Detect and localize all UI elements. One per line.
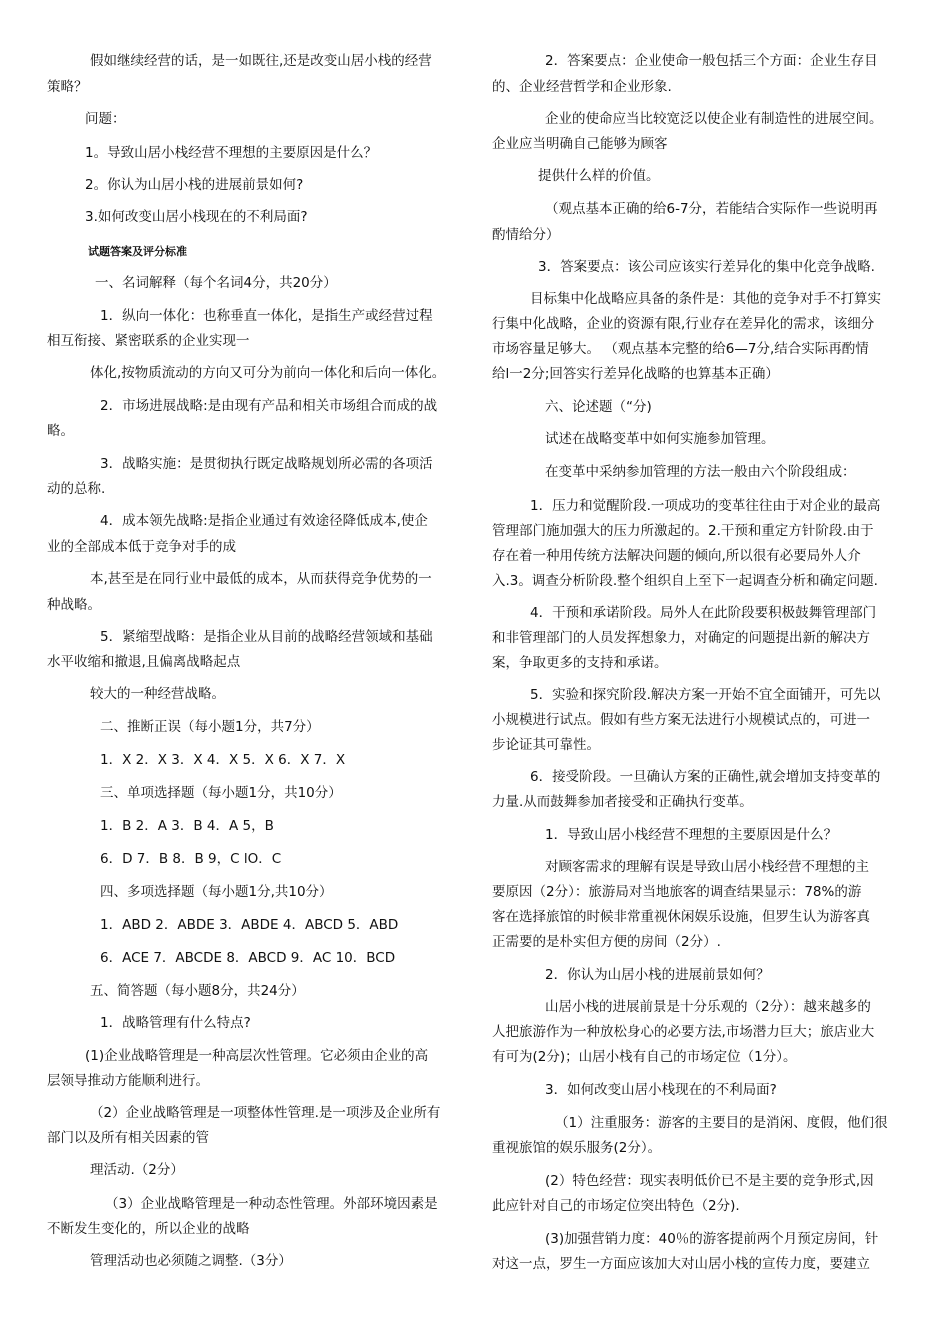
left-text-line: 3.如何改变山居小栈现在的不利局面? [85, 209, 308, 225]
left-text-line: 理活动.（2分） [90, 1162, 184, 1178]
right-text-line: 市场容量足够大。 （观点基本完整的给6—7分,结合实际再酌情 [492, 341, 869, 357]
left-text-line: 1．B 2．A 3．B 4．A 5，B [100, 818, 274, 834]
left-text-line: 业的全部成本低于竞争对手的成 [47, 539, 236, 555]
left-text-line: 试题答案及评分标准 [88, 245, 187, 258]
right-text-line: 人把旅游作为一种放松身心的必要方法,市场潜力巨大；旅店业大 [492, 1024, 875, 1040]
left-text-line: 体化,按物质流动的方向又可分为前向一体化和后向一体化。 [90, 365, 446, 381]
right-text-line: 给l一2分;回答实行差异化战略的也算基本正确） [492, 366, 779, 382]
right-text-line: 管理部门施加强大的压力所激起的。2.干预和重定方针阶段.由于 [492, 523, 874, 539]
right-text-line: 的、企业经营哲学和企业形象. [492, 79, 672, 95]
left-text-line: 2。你认为山居小栈的进展前景如何? [85, 177, 304, 193]
left-text-line: 5．紧缩型战略：是指企业从目前的战略经营领域和基础 [100, 629, 433, 645]
left-text-line: 1。导致山居小栈经营不理想的主要原因是什么？ [85, 145, 378, 161]
right-text-line: 小规模进行试点。假如有些方案无法进行小规模试点的，可进一 [492, 712, 870, 728]
right-text-line: 提供什么样的价值。 [538, 168, 660, 184]
left-text-line: 种战略。 [47, 597, 101, 613]
left-text-line: 策略？ [47, 79, 88, 95]
right-text-line: （1）注重服务：游客的主要目的是消闲、度假，他们很 [555, 1115, 888, 1131]
right-text-line: 2．你认为山居小栈的进展前景如何？ [545, 967, 770, 983]
left-text-line: 问题： [85, 111, 126, 127]
right-text-line: 对顾客需求的理解有误是导致山居小栈经营不理想的主 [545, 859, 869, 875]
right-text-line: 力量.从而鼓舞参加者接受和正确执行变革。 [492, 794, 753, 810]
left-text-line: 较大的一种经营战略。 [90, 686, 225, 702]
left-text-line: 1．纵向一体化：也称垂直一体化，是指生产或经营过程 [100, 308, 433, 324]
right-text-line: 目标集中化战略应具备的条件是：其他的竞争对手不打算实 [530, 291, 881, 307]
right-text-line: (2）特色经营：现实表明低价已不是主要的竞争形式,因 [545, 1173, 874, 1189]
left-text-line: 2．市场进展战略:是由现有产品和相关市场组合而成的战 [100, 398, 438, 414]
left-text-line: 1．战略管理有什么特点? [100, 1015, 251, 1031]
left-text-line: 层领导推动方能顺利进行。 [47, 1073, 209, 1089]
right-text-line: 2．答案要点：企业使命一般包括三个方面：企业生存目 [545, 53, 878, 69]
left-text-line: 不断发生变化的，所以企业的战略 [47, 1221, 250, 1237]
right-text-line: 企业应当明确自己能够为顾客 [492, 136, 668, 152]
right-text-line: 对这一点，罗生一方面应该加大对山居小栈的宣传力度，要建立 [492, 1256, 870, 1272]
right-text-line: 和非管理部门的人员发挥想象力，对确定的问题提出新的解决方 [492, 630, 870, 646]
left-text-line: 略。 [47, 423, 74, 439]
right-text-line: 在变革中采纳参加管理的方法一般由六个阶段组成： [545, 464, 856, 480]
right-text-line: 1．压力和觉醒阶段.一项成功的变革往往由于对企业的最高 [530, 498, 881, 514]
left-text-line: 4．成本领先战略:是指企业通过有效途径降低成本,使企 [100, 513, 428, 529]
right-text-line: 正需要的是朴实但方便的房间（2分）. [492, 934, 721, 950]
left-text-line: 本,甚至是在同行业中最低的成本，从而获得竞争优势的一 [90, 571, 432, 587]
left-text-line: 二、推断正误（每小题1分，共7分） [100, 719, 320, 735]
right-text-line: 客在选择旅馆的时候非常重视休闲娱乐设施，但罗生认为游客真 [492, 909, 870, 925]
right-text-line: 重视旅馆的娱乐服务(2分）。 [492, 1140, 662, 1156]
left-text-line: 1．ABD 2．ABDE 3．ABDE 4．ABCD 5．ABD [100, 917, 399, 933]
left-text-line: 三、单项选择题（每小题1分，共10分） [100, 785, 342, 801]
right-text-line: 3．答案要点：该公司应该实行差异化的集中化竞争战略. [538, 259, 875, 275]
left-text-line: （3）企业战略管理是一种动态性管理。外部环境因素是 [105, 1196, 438, 1212]
left-text-line: 五、简答题（每小题8分，共24分） [90, 983, 305, 999]
right-text-line: 有可为(2分)；山居小栈有自己的市场定位（1分）。 [492, 1049, 797, 1065]
left-text-line: 管理活动也必须随之调整.（3分） [90, 1253, 292, 1269]
right-text-line: 企业的使命应当比较宽泛以使企业有制造性的进展空间。 [545, 111, 883, 127]
right-text-line: 试述在战略变革中如何实施参加管理。 [545, 431, 775, 447]
right-text-line: 6．接受阶段。一旦确认方案的正确性,就会增加支持变革的 [530, 769, 881, 785]
left-text-line: 6．ACE 7．ABCDE 8．ABCD 9．AC 10．BCD [100, 950, 396, 966]
right-text-line: 5．实验和探究阶段.解决方案一开始不宜全面铺开，可先以 [530, 687, 881, 703]
left-text-line: 一、名词解释（每个名词4分，共20分） [95, 275, 337, 291]
right-text-line: 入.3。调查分析阶段.整个组织自上至下一起调查分析和确定问题. [492, 573, 878, 589]
left-text-line: 部门以及所有相关因素的管 [47, 1130, 209, 1146]
right-text-line: (3)加强营销力度：40％的游客提前两个月预定房间，针 [545, 1231, 879, 1247]
right-text-line: 山居小栈的进展前景是十分乐观的（2分）：越来越多的 [545, 999, 871, 1015]
left-text-line: 6．D 7．B 8．B 9，C lO．C [100, 851, 282, 867]
left-text-line: 动的总称. [47, 481, 106, 497]
left-text-line: 相互衔接、紧密联系的企业实现一 [47, 333, 250, 349]
right-text-line: 六、论述题（“分) [545, 399, 652, 415]
right-text-line: 此应针对自己的市场定位突出特色（2分). [492, 1198, 740, 1214]
left-text-line: 假如继续经营的话，是一如既往,还是改变山居小栈的经营 [90, 53, 432, 69]
right-text-line: 1．导致山居小栈经营不理想的主要原因是什么？ [545, 827, 838, 843]
right-text-line: 要原因（2分）：旅游局对当地旅客的调查结果显示：78%的游 [492, 884, 862, 900]
right-text-line: 存在着一种用传统方法解决问题的倾向,所以很有必要局外人介 [492, 548, 861, 564]
left-text-line: 1．X 2．X 3．X 4．X 5．X 6．X 7．X [100, 752, 346, 768]
right-text-line: 酌情给分） [492, 227, 560, 243]
right-text-line: 步论证其可靠性。 [492, 737, 600, 753]
right-text-line: （观点基本正确的给6-7分，若能结合实际作一些说明再 [545, 201, 878, 217]
left-text-line: （2）企业战略管理是一项整体性管理.是一项涉及企业所有 [90, 1105, 441, 1121]
left-text-line: 水平收缩和撤退,且偏离战略起点 [47, 654, 241, 670]
left-text-line: 3．战略实施：是贯彻执行既定战略规划所必需的各项活 [100, 456, 433, 472]
left-text-line: 四、多项选择题（每小题1分,共10分） [100, 884, 333, 900]
right-text-line: 3．如何改变山居小栈现在的不利局面? [545, 1082, 777, 1098]
right-text-line: 4．干预和承诺阶段。局外人在此阶段要积极鼓舞管理部门 [530, 605, 877, 621]
right-text-line: 行集中化战略，企业的资源有限,行业存在差异化的需求，该细分 [492, 316, 875, 332]
left-text-line: (1)企业战略管理是一种高层次性管理。它必须由企业的高 [85, 1048, 429, 1064]
right-text-line: 案，争取更多的支持和承诺。 [492, 655, 668, 671]
